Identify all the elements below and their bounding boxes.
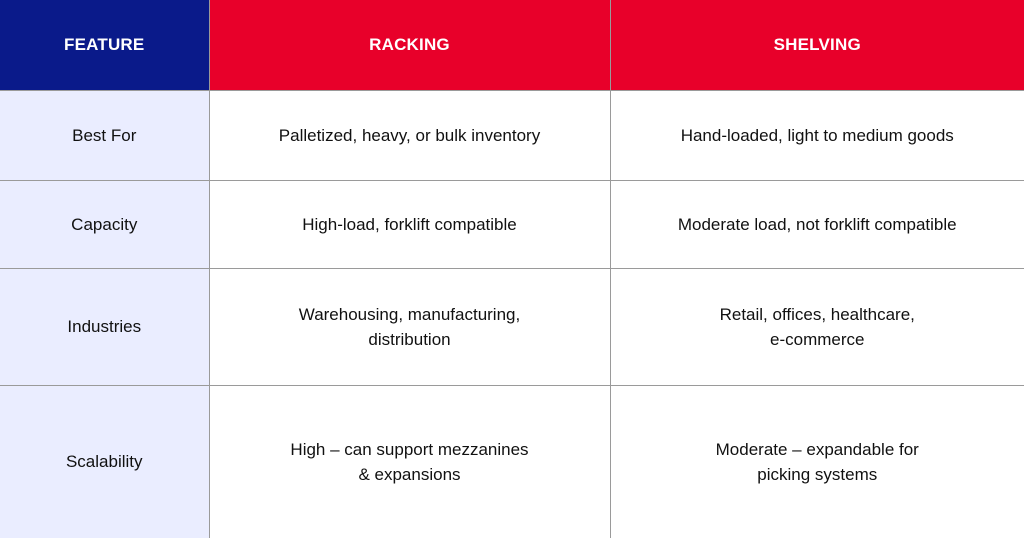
shelving-cell-line: e-commerce bbox=[770, 329, 865, 349]
feature-cell: Best For bbox=[0, 90, 209, 180]
shelving-cell-line: Moderate load, not forklift compatible bbox=[677, 214, 957, 234]
shelving-cell bbox=[610, 385, 1024, 538]
shelving-column-header: SHELVING bbox=[610, 0, 1024, 90]
shelving-cell-line: Moderate – expandable for bbox=[715, 439, 919, 459]
racking-cell bbox=[209, 180, 610, 268]
feature-column-header: FEATURE bbox=[0, 0, 209, 90]
feature-cell: Scalability bbox=[0, 385, 209, 538]
racking-cell-line: High-load, forklift compatible bbox=[302, 214, 517, 234]
racking-cell-line: & expansions bbox=[358, 464, 461, 484]
racking-cell bbox=[209, 90, 610, 180]
shelving-cell bbox=[610, 268, 1024, 385]
racking-cell-line: Palletized, heavy, or bulk inventory bbox=[278, 125, 541, 145]
feature-cell: Capacity bbox=[0, 180, 209, 268]
header-row bbox=[0, 0, 1024, 90]
table-body bbox=[0, 90, 1024, 538]
racking-cell bbox=[209, 385, 610, 538]
feature-cell: Industries bbox=[0, 268, 209, 385]
racking-cell-line: distribution bbox=[368, 329, 451, 349]
racking-cell bbox=[209, 268, 610, 385]
table-row bbox=[0, 90, 1024, 180]
shelving-cell-line: picking systems bbox=[757, 464, 878, 484]
table-header bbox=[0, 0, 1024, 90]
shelving-cell bbox=[610, 90, 1024, 180]
table-row bbox=[0, 385, 1024, 538]
table-row bbox=[0, 180, 1024, 268]
table-row bbox=[0, 268, 1024, 385]
racking-cell-line: High – can support mezzanines bbox=[290, 439, 529, 459]
shelving-cell-line: Retail, offices, healthcare, bbox=[719, 304, 915, 324]
shelving-cell-line: Hand-loaded, light to medium goods bbox=[680, 125, 954, 145]
shelving-cell bbox=[610, 180, 1024, 268]
racking-cell-line: Warehousing, manufacturing, bbox=[298, 304, 521, 324]
racking-column-header: RACKING bbox=[209, 0, 610, 90]
